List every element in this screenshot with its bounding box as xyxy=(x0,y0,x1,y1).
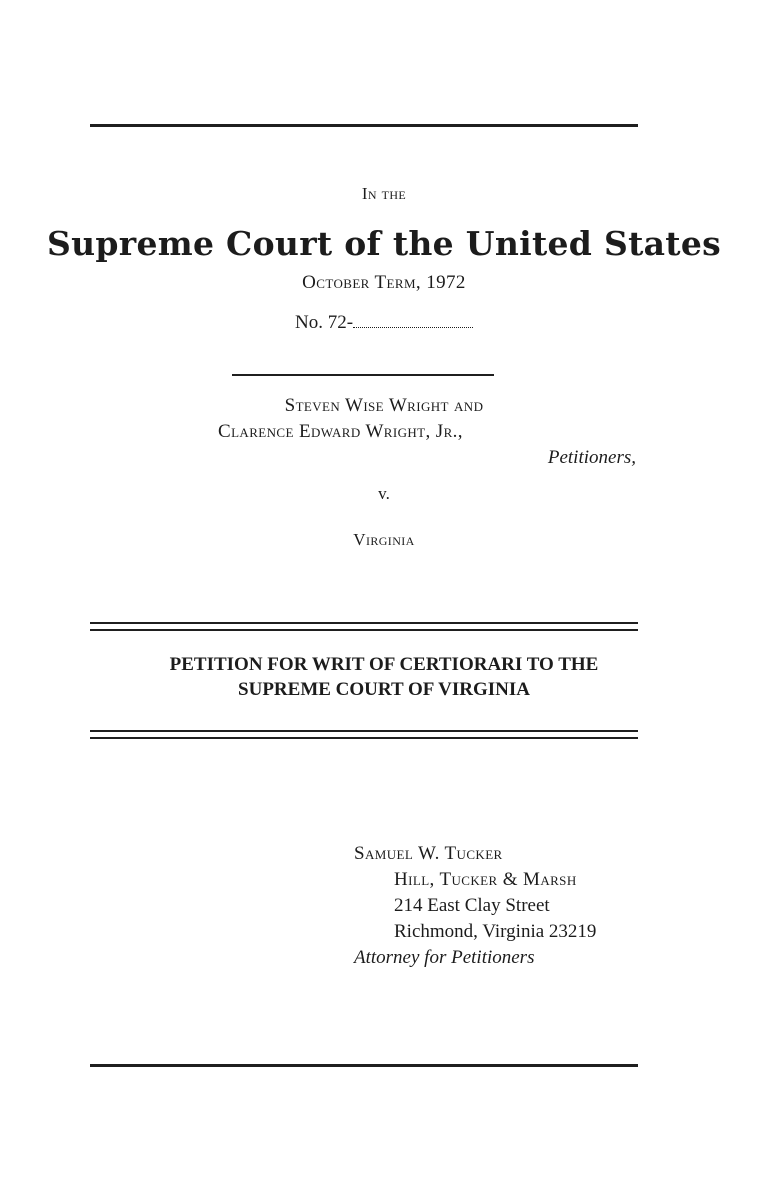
in-the-label: In the xyxy=(361,184,407,203)
title-top-rule xyxy=(90,622,638,631)
petitioners-label: Petitioners, xyxy=(547,447,636,468)
docket-number-text: No. 72- xyxy=(294,312,354,333)
court-name: Supreme Court of the United States xyxy=(46,224,722,263)
respondent-name: Virginia xyxy=(353,530,415,549)
counsel-firm: Hill, Tucker & Marsh xyxy=(394,869,577,890)
petitioner-line-1: Steven Wise Wright and xyxy=(284,395,484,416)
counsel-role: Attorney for Petitioners xyxy=(354,947,535,968)
docket-number xyxy=(0,312,768,334)
petition-title-line-2: SUPREME COURT OF VIRGINIA xyxy=(238,679,530,700)
party-separator-rule xyxy=(232,374,494,376)
versus-label: v. xyxy=(378,484,390,503)
counsel-name: Samuel W. Tucker xyxy=(354,843,503,864)
petition-title-line-1: PETITION FOR WRIT OF CERTIORARI TO THE xyxy=(169,654,599,675)
counsel-street: 214 East Clay Street xyxy=(394,895,550,916)
bottom-rule xyxy=(90,1064,638,1067)
counsel-block xyxy=(354,841,596,971)
petition-title xyxy=(0,652,768,702)
docket-blank-line xyxy=(353,313,473,328)
title-bottom-rule xyxy=(90,730,638,739)
term-label: October Term, 1972 xyxy=(302,272,466,293)
counsel-city: Richmond, Virginia 23219 xyxy=(394,921,597,942)
petitioner-line-2: Clarence Edward Wright, Jr., xyxy=(218,421,463,442)
top-rule xyxy=(90,124,638,127)
